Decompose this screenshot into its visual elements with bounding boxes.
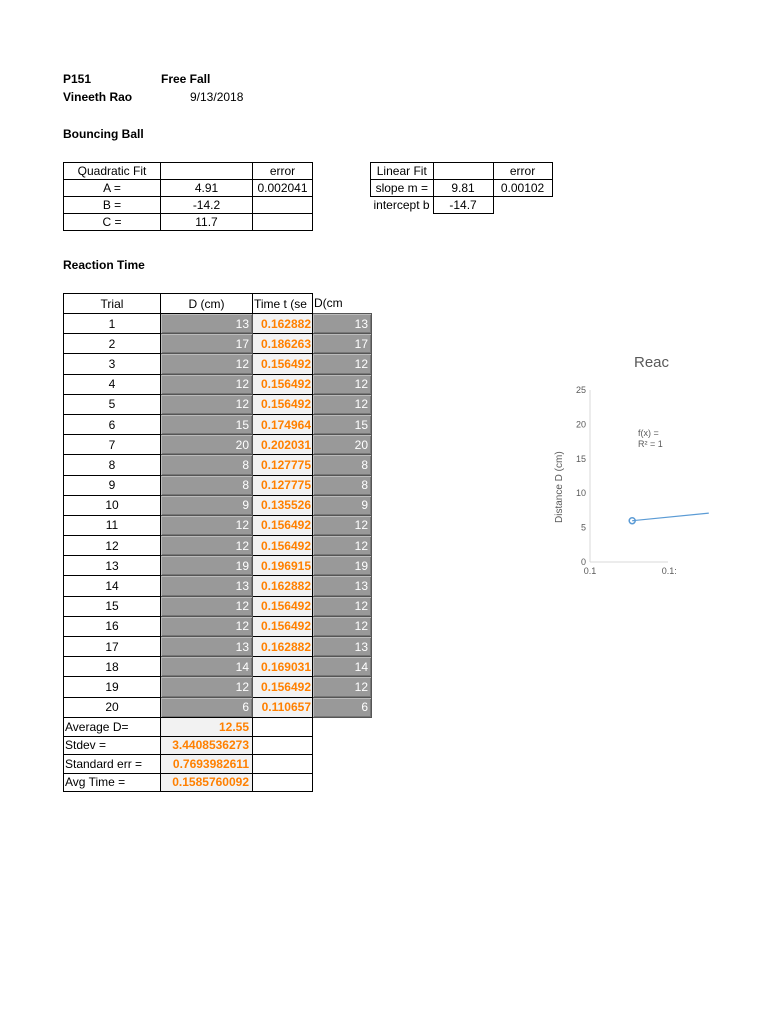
- time-cell[interactable]: 0.162882: [253, 314, 313, 334]
- header-trial[interactable]: Trial: [64, 294, 161, 314]
- course-code: P151: [63, 72, 92, 86]
- distance-cell[interactable]: 15: [161, 414, 253, 434]
- time-cell[interactable]: 0.174964: [253, 414, 313, 434]
- stat-value[interactable]: 0.1585760092: [161, 773, 253, 792]
- trial-cell[interactable]: 15: [64, 596, 161, 616]
- y-tick-label: 0: [580, 557, 586, 567]
- distance-cell[interactable]: 17: [161, 334, 253, 354]
- table-row: [64, 657, 372, 677]
- distance-copy-cell[interactable]: 14: [313, 657, 372, 677]
- time-cell[interactable]: 0.186263: [253, 334, 313, 354]
- distance-cell[interactable]: 12: [161, 515, 253, 535]
- table-row: [64, 697, 372, 717]
- trial-cell[interactable]: 2: [64, 334, 161, 354]
- distance-copy-cell[interactable]: 17: [313, 334, 372, 354]
- table-cell[interactable]: error: [253, 163, 313, 180]
- distance-cell[interactable]: 13: [161, 314, 253, 334]
- stat-value[interactable]: 0.7693982611: [161, 755, 253, 774]
- distance-copy-cell[interactable]: 8: [313, 475, 372, 495]
- distance-copy-cell[interactable]: 15: [313, 414, 372, 434]
- trial-cell[interactable]: 17: [64, 637, 161, 657]
- stat-label[interactable]: Stdev =: [64, 736, 161, 755]
- distance-copy-cell[interactable]: 12: [313, 515, 372, 535]
- reaction-time-chart: [540, 345, 677, 585]
- table-cell[interactable]: intercept b: [371, 197, 434, 214]
- stat-value[interactable]: 3.4408536273: [161, 736, 253, 755]
- y-tick-label: 15: [575, 453, 586, 464]
- quadratic-fit-table: [63, 162, 313, 231]
- table-cell[interactable]: -14.7: [433, 197, 493, 214]
- distance-copy-cell[interactable]: 13: [313, 637, 372, 657]
- table-cell[interactable]: slope m =: [371, 180, 434, 197]
- bouncing-ball-title: Bouncing Ball: [63, 127, 144, 141]
- empty-cell[interactable]: [253, 773, 313, 792]
- trial-cell[interactable]: 1: [64, 314, 161, 334]
- distance-cell[interactable]: 6: [161, 697, 253, 717]
- stat-label[interactable]: Avg Time =: [64, 773, 161, 792]
- table-cell[interactable]: [161, 163, 253, 180]
- distance-cell[interactable]: 12: [161, 596, 253, 616]
- table-cell[interactable]: 0.002041: [253, 180, 313, 197]
- time-cell[interactable]: 0.162882: [253, 637, 313, 657]
- stat-label[interactable]: Standard err =: [64, 755, 161, 774]
- trial-cell[interactable]: 11: [64, 515, 161, 535]
- distance-copy-cell[interactable]: 12: [313, 354, 372, 374]
- time-cell[interactable]: 0.156492: [253, 596, 313, 616]
- time-cell[interactable]: 0.196915: [253, 556, 313, 576]
- time-cell[interactable]: 0.127775: [253, 455, 313, 475]
- y-tick-label: 5: [580, 522, 586, 533]
- time-cell[interactable]: 0.156492: [253, 394, 313, 414]
- distance-cell[interactable]: 13: [161, 576, 253, 596]
- time-cell[interactable]: 0.202031: [253, 435, 313, 455]
- y-tick-label: 20: [575, 419, 586, 430]
- stat-value[interactable]: 12.55: [161, 718, 253, 737]
- time-cell[interactable]: 0.156492: [253, 515, 313, 535]
- chart-title: Reac: [634, 354, 670, 371]
- trial-cell[interactable]: 8: [64, 455, 161, 475]
- table-cell[interactable]: C =: [64, 214, 161, 231]
- table-cell[interactable]: [493, 197, 552, 214]
- table-row: [64, 475, 372, 495]
- trial-cell[interactable]: 13: [64, 556, 161, 576]
- linear-fit-table: [370, 162, 553, 214]
- table-cell[interactable]: 11.7: [161, 214, 253, 231]
- distance-copy-cell[interactable]: 19: [313, 556, 372, 576]
- distance-copy-cell[interactable]: 12: [313, 596, 372, 616]
- distance-copy-cell[interactable]: 12: [313, 677, 372, 697]
- table-cell[interactable]: 4.91: [161, 180, 253, 197]
- table-row: [64, 718, 313, 737]
- table-cell[interactable]: -14.2: [161, 197, 253, 214]
- distance-cell[interactable]: 13: [161, 637, 253, 657]
- lab-date: 9/13/2018: [190, 90, 244, 104]
- table-cell[interactable]: [433, 163, 493, 180]
- trial-cell[interactable]: 19: [64, 677, 161, 697]
- time-cell[interactable]: 0.162882: [253, 576, 313, 596]
- distance-cell[interactable]: 20: [161, 435, 253, 455]
- distance-copy-cell[interactable]: 12: [313, 536, 372, 556]
- trial-cell[interactable]: 18: [64, 657, 161, 677]
- trendline-r-squared: R² = 1: [638, 439, 663, 449]
- trendline: [632, 513, 709, 521]
- table-row: [64, 374, 372, 394]
- trial-cell[interactable]: 12: [64, 536, 161, 556]
- table-row: [64, 414, 372, 434]
- x-tick-label: 0.1:: [661, 566, 677, 576]
- distance-copy-cell[interactable]: 13: [313, 576, 372, 596]
- table-row: [64, 495, 372, 515]
- time-cell[interactable]: 0.110657: [253, 697, 313, 717]
- distance-copy-cell[interactable]: 20: [313, 435, 372, 455]
- table-cell[interactable]: B =: [64, 197, 161, 214]
- student-name: Vineeth Rao: [63, 90, 133, 104]
- time-cell[interactable]: 0.169031: [253, 657, 313, 677]
- table-cell[interactable]: [253, 214, 313, 231]
- distance-copy-cell[interactable]: 12: [313, 374, 372, 394]
- trial-cell[interactable]: 14: [64, 576, 161, 596]
- time-cell[interactable]: 0.135526: [253, 495, 313, 515]
- table-cell[interactable]: A =: [64, 180, 161, 197]
- stat-label[interactable]: Average D=: [64, 718, 161, 737]
- table-row: [64, 677, 372, 697]
- trendline-equation: f(x) =: [638, 428, 659, 438]
- table-cell[interactable]: [253, 197, 313, 214]
- distance-copy-cell[interactable]: 12: [313, 394, 372, 414]
- distance-copy-cell[interactable]: 13: [313, 314, 372, 334]
- table-row: [64, 576, 372, 596]
- table-row: [64, 773, 313, 792]
- header-distance-copy[interactable]: D(cm: [314, 296, 343, 311]
- table-row: [64, 394, 372, 414]
- trial-cell[interactable]: 9: [64, 475, 161, 495]
- time-cell[interactable]: 0.156492: [253, 354, 313, 374]
- distance-cell[interactable]: 12: [161, 677, 253, 697]
- header-distance[interactable]: D (cm): [161, 294, 253, 314]
- y-tick-label: 10: [575, 488, 586, 499]
- distance-cell[interactable]: 12: [161, 354, 253, 374]
- table-row: [64, 354, 372, 374]
- table-cell[interactable]: 9.81: [433, 180, 493, 197]
- distance-cell[interactable]: 19: [161, 556, 253, 576]
- trial-cell[interactable]: 6: [64, 414, 161, 434]
- table-row: [64, 596, 372, 616]
- trial-cell[interactable]: 3: [64, 354, 161, 374]
- distance-copy-cell[interactable]: 9: [313, 495, 372, 515]
- empty-cell[interactable]: [253, 736, 313, 755]
- distance-cell[interactable]: 8: [161, 475, 253, 495]
- distance-cell[interactable]: 12: [161, 616, 253, 636]
- trial-cell[interactable]: 20: [64, 697, 161, 717]
- table-cell[interactable]: Linear Fit: [371, 163, 434, 180]
- trial-cell[interactable]: 4: [64, 374, 161, 394]
- stats-table: [63, 717, 313, 792]
- lab-title: Free Fall: [161, 72, 211, 86]
- reaction-time-table: [63, 293, 372, 718]
- time-cell[interactable]: 0.156492: [253, 536, 313, 556]
- distance-cell[interactable]: 9: [161, 495, 253, 515]
- header-time[interactable]: Time t (se: [253, 294, 313, 314]
- table-cell[interactable]: error: [493, 163, 552, 180]
- time-cell[interactable]: 0.156492: [253, 677, 313, 697]
- y-axis-label: Distance D (cm): [554, 451, 565, 523]
- trial-cell[interactable]: 16: [64, 616, 161, 636]
- table-cell[interactable]: 0.00102: [493, 180, 552, 197]
- time-cell[interactable]: 0.156492: [253, 374, 313, 394]
- table-row: [64, 736, 313, 755]
- distance-cell[interactable]: 12: [161, 394, 253, 414]
- y-tick-label: 25: [575, 385, 586, 395]
- trial-cell[interactable]: 7: [64, 435, 161, 455]
- trial-cell[interactable]: 10: [64, 495, 161, 515]
- distance-copy-cell[interactable]: 8: [313, 455, 372, 475]
- distance-copy-cell[interactable]: 6: [313, 697, 372, 717]
- distance-cell[interactable]: 12: [161, 374, 253, 394]
- table-row: [64, 536, 372, 556]
- empty-cell[interactable]: [253, 718, 313, 737]
- x-tick-label: 0.1: [583, 566, 597, 576]
- table-row: [64, 334, 372, 354]
- table-row: [64, 616, 372, 636]
- time-cell[interactable]: 0.127775: [253, 475, 313, 495]
- table-row: [64, 556, 372, 576]
- table-row: [64, 515, 372, 535]
- table-cell[interactable]: Quadratic Fit: [64, 163, 161, 180]
- distance-cell[interactable]: 8: [161, 455, 253, 475]
- reaction-time-title: Reaction Time: [63, 258, 145, 272]
- trial-cell[interactable]: 5: [64, 394, 161, 414]
- table-row: [64, 455, 372, 475]
- distance-cell[interactable]: 14: [161, 657, 253, 677]
- empty-cell[interactable]: [253, 755, 313, 774]
- table-row: [64, 755, 313, 774]
- time-cell[interactable]: 0.156492: [253, 616, 313, 636]
- distance-cell[interactable]: 12: [161, 536, 253, 556]
- table-row: [64, 637, 372, 657]
- table-row: [64, 314, 372, 334]
- distance-copy-cell[interactable]: 12: [313, 616, 372, 636]
- table-row: [64, 435, 372, 455]
